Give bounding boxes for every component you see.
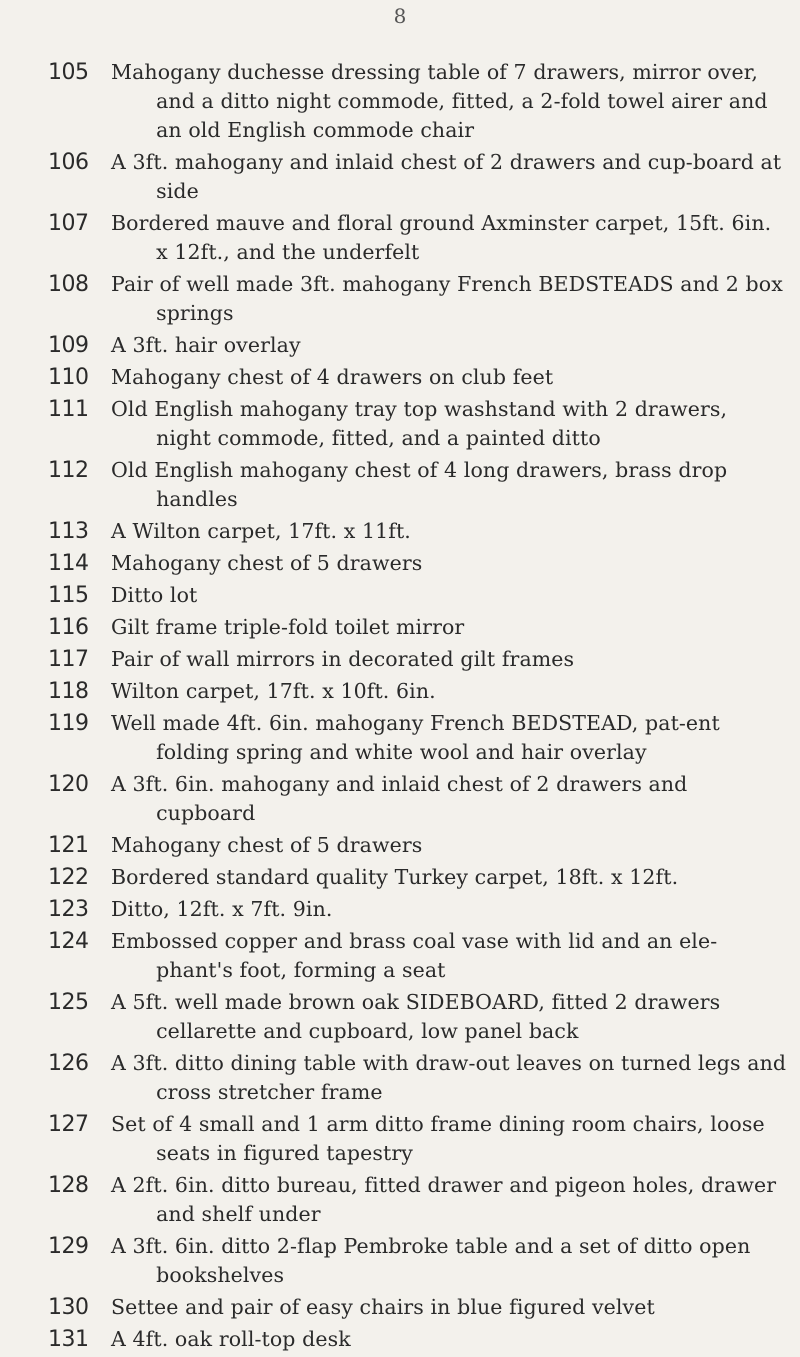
lot-description: Pair of wall mirrors in decorated gilt frames xyxy=(111,647,575,671)
lot-entry xyxy=(48,395,788,453)
lot-description: Well made 4ft. 6in. mahogany French BEDSTEAD, pat-ent folding spring and white wool and hair overlay xyxy=(111,711,720,764)
lot-description: Gilt frame triple-fold toilet mirror xyxy=(111,615,465,639)
lot-number: 121 xyxy=(48,833,89,858)
lot-number: 117 xyxy=(48,647,89,672)
lot-description: Old English mahogany chest of 4 long drawers, brass drop handles xyxy=(111,458,728,511)
lot-number: 131 xyxy=(48,1327,89,1352)
lot-description: Set of 4 small and 1 arm ditto frame dining room chairs, loose seats in figured tapestry xyxy=(111,1112,765,1165)
lot-number: 110 xyxy=(48,365,89,390)
lot-entry xyxy=(48,831,788,860)
lot-entry xyxy=(48,927,788,985)
lot-entry xyxy=(48,148,788,206)
lot-entry xyxy=(48,1232,788,1290)
lot-number: 107 xyxy=(48,211,89,236)
lot-number: 114 xyxy=(48,551,89,576)
lot-entry xyxy=(48,863,788,892)
lot-number: 130 xyxy=(48,1295,89,1320)
lot-entry xyxy=(48,270,788,328)
lot-entry xyxy=(48,677,788,706)
lot-entry xyxy=(48,770,788,828)
page-number: 8 xyxy=(393,4,407,28)
lot-description: A 3ft. ditto dining table with draw-out leaves on turned legs and cross stretcher frame xyxy=(111,1051,787,1104)
lot-entry xyxy=(48,709,788,767)
lot-number: 124 xyxy=(48,929,89,954)
lot-entry xyxy=(48,1110,788,1168)
lot-number: 127 xyxy=(48,1112,89,1137)
lot-description: Mahogany duchesse dressing table of 7 drawers, mirror over, and a ditto night commode, fitted, a 2-fold towel airer and an old English commode chair xyxy=(111,60,768,142)
lot-number: 106 xyxy=(48,150,89,175)
lot-description: Mahogany chest of 5 drawers xyxy=(111,833,423,857)
lot-description: Mahogany chest of 4 drawers on club feet xyxy=(111,365,554,389)
lot-description: Old English mahogany tray top washstand with 2 drawers, night commode, fitted, and a painted ditto xyxy=(111,397,728,450)
lot-description: Mahogany chest of 5 drawers xyxy=(111,551,423,575)
lot-description: Wilton carpet, 17ft. x 10ft. 6in. xyxy=(111,679,436,703)
lot-entry xyxy=(48,1171,788,1229)
lot-number: 108 xyxy=(48,272,89,297)
lot-description: A 5ft. well made brown oak SIDEBOARD, fitted 2 drawers cellarette and cupboard, low panel back xyxy=(111,990,721,1043)
lot-description: A 3ft. hair overlay xyxy=(111,333,301,357)
lot-number: 128 xyxy=(48,1173,89,1198)
lot-description: A Wilton carpet, 17ft. x 11ft. xyxy=(111,519,411,543)
lot-description: Ditto, 12ft. x 7ft. 9in. xyxy=(111,897,333,921)
lot-number: 126 xyxy=(48,1051,89,1076)
lot-description: A 3ft. mahogany and inlaid chest of 2 drawers and cup-board at side xyxy=(111,150,782,203)
lot-number: 119 xyxy=(48,711,89,736)
lot-entry xyxy=(48,209,788,267)
lot-description: Bordered mauve and floral ground Axminster carpet, 15ft. 6in. x 12ft., and the underfelt xyxy=(111,211,772,264)
lot-number: 125 xyxy=(48,990,89,1015)
lot-number: 113 xyxy=(48,519,89,544)
lot-entry xyxy=(48,363,788,392)
lot-number: 120 xyxy=(48,772,89,797)
lot-entry xyxy=(48,549,788,578)
lot-entry xyxy=(48,58,788,145)
lot-number: 116 xyxy=(48,615,89,640)
lot-entry xyxy=(48,988,788,1046)
lot-number: 105 xyxy=(48,60,89,85)
lot-number: 109 xyxy=(48,333,89,358)
lot-description: A 4ft. oak roll-top desk xyxy=(111,1327,351,1351)
lot-entry xyxy=(48,517,788,546)
lot-number: 118 xyxy=(48,679,89,704)
lot-number: 122 xyxy=(48,865,89,890)
lot-description: Embossed copper and brass coal vase with lid and an ele-phant's foot, forming a seat xyxy=(111,929,718,982)
lot-entry xyxy=(48,1049,788,1107)
lot-entry xyxy=(48,645,788,674)
lot-description: A 2ft. 6in. ditto bureau, fitted drawer and pigeon holes, drawer and shelf under xyxy=(111,1173,777,1226)
lot-description: Settee and pair of easy chairs in blue figured velvet xyxy=(111,1295,655,1319)
lot-number: 129 xyxy=(48,1234,89,1259)
lot-entry xyxy=(48,895,788,924)
lot-number: 112 xyxy=(48,458,89,483)
lot-description: A 3ft. 6in. mahogany and inlaid chest of 2 drawers and cupboard xyxy=(111,772,688,825)
lot-entry xyxy=(48,1293,788,1322)
lot-description: A 3ft. 6in. ditto 2-flap Pembroke table and a set of ditto open bookshelves xyxy=(111,1234,751,1287)
auction-lot-list xyxy=(48,58,788,1357)
lot-description: Bordered standard quality Turkey carpet, 18ft. x 12ft. xyxy=(111,865,679,889)
lot-entry xyxy=(48,456,788,514)
lot-number: 123 xyxy=(48,897,89,922)
lot-entry xyxy=(48,1325,788,1354)
lot-entry xyxy=(48,581,788,610)
lot-number: 115 xyxy=(48,583,89,608)
lot-number: 111 xyxy=(48,397,89,422)
lot-entry xyxy=(48,613,788,642)
lot-description: Pair of well made 3ft. mahogany French BEDSTEADS and 2 box springs xyxy=(111,272,783,325)
lot-description: Ditto lot xyxy=(111,583,198,607)
lot-entry xyxy=(48,331,788,360)
